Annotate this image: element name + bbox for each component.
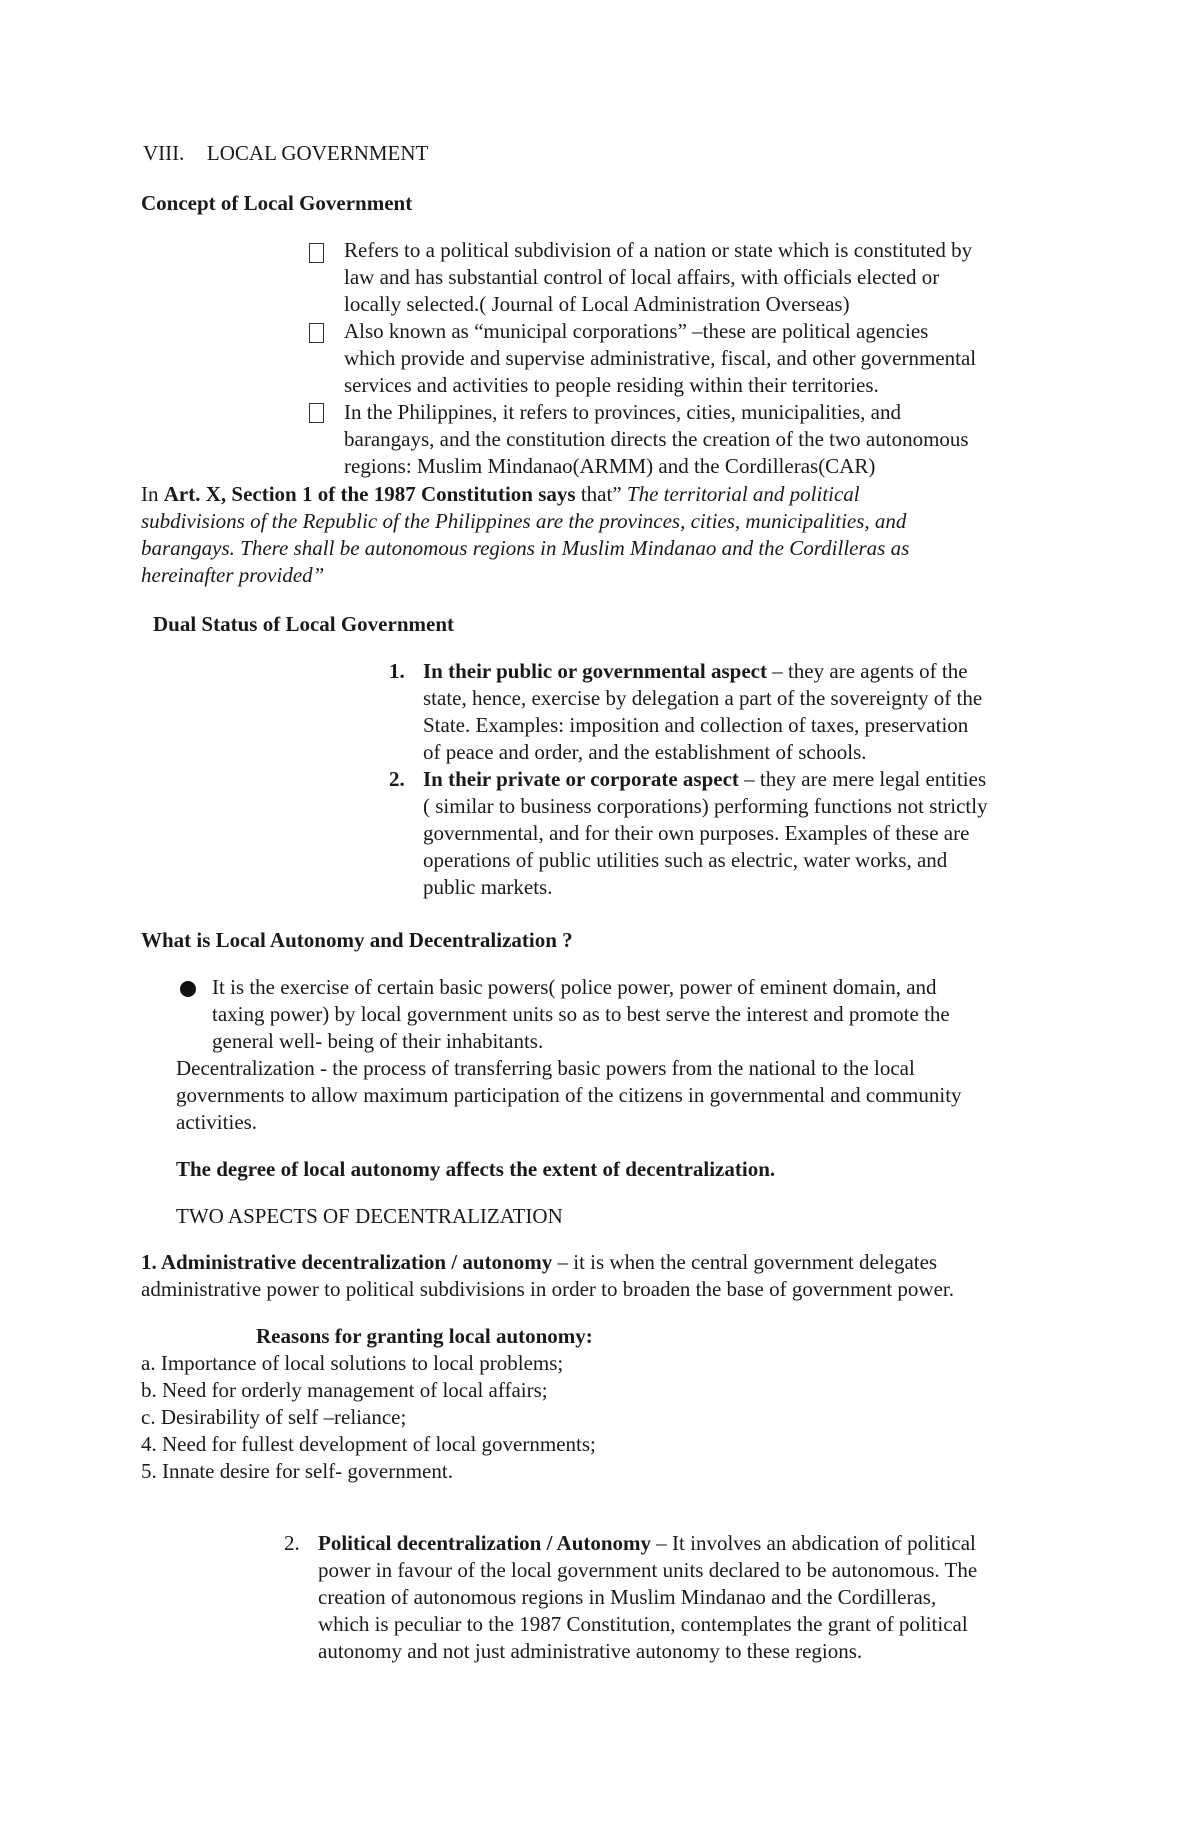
quote-text: The territorial and political [626, 482, 860, 506]
round-bullet-icon [180, 981, 196, 997]
concept-bullet-2-line-3: services and activities to people residing within their territories. [344, 373, 879, 397]
section-number: VIII. [143, 141, 185, 165]
dual-status-item-1-number: 1. [389, 659, 405, 683]
political-line-2: power in favour of the local government units declared to be autonomous. The [318, 1558, 978, 1582]
concept-bullet-3-line-1: In the Philippines, it refers to provinces, cities, municipalities, and [344, 400, 901, 424]
reason-item: 4. Need for fullest development of local governments; [141, 1432, 596, 1456]
concept-bullet-2-line-1: Also known as “municipal corporations” –these are political agencies [344, 319, 929, 343]
decentralization-definition-line-3: activities. [176, 1110, 258, 1134]
dual-status-item-2-line-2: ( similar to business corporations) performing functions not strictly [423, 794, 988, 818]
constitution-quote-line-3: barangays. There shall be autonomous regions in Muslim Mindanao and the Cordilleras as [141, 536, 910, 560]
dual-status-item-2-line-5: public markets. [423, 875, 553, 899]
reasons-heading: Reasons for granting local autonomy: [256, 1324, 593, 1348]
autonomy-bullet-line-1: It is the exercise of certain basic powers( police power, power of eminent domain, and [212, 975, 937, 999]
concept-bullet-3-line-2: barangays, and the constitution directs the creation of the two autonomous [344, 427, 969, 451]
concept-bullet-1-line-2: law and has substantial control of local affairs, with officials elected or [344, 265, 940, 289]
constitution-quote-line-2: subdivisions of the Republic of the Philippines are the provinces, cities, municipalities, and [141, 509, 907, 533]
concept-bullet-1-line-1: Refers to a political subdivision of a nation or state which is constituted by [344, 238, 973, 262]
administrative-title: 1. Administrative decentralization / autonomy [141, 1250, 553, 1274]
concept-bullet-2-line-2: which provide and supervise administrative, fiscal, and other governmental [344, 346, 977, 370]
dual-status-item-2-rest: – they are mere legal entities [738, 767, 987, 791]
autonomy-bullet-line-3: general well- being of their inhabitants. [212, 1029, 544, 1053]
political-line-3: creation of autonomous regions in Muslim Mindanao and the Cordilleras, [318, 1585, 937, 1609]
decentralization-definition-line-2: governments to allow maximum participation of the citizens in governmental and community [176, 1083, 962, 1107]
administrative-line-1 [141, 1249, 937, 1276]
quote-says: that” [575, 482, 627, 506]
quote-prefix: In [141, 482, 164, 506]
dual-status-item-1-line-2: state, hence, exercise by delegation a part of the sovereignty of the [423, 686, 983, 710]
dual-status-item-1-line-4: of peace and order, and the establishment of schools. [423, 740, 867, 764]
administrative-line-2: administrative power to political subdivisions in order to broaden the base of government power. [141, 1277, 954, 1301]
concept-bullet-1-line-3: locally selected.( Journal of Local Administration Overseas) [344, 292, 850, 316]
political-number: 2. [284, 1531, 300, 1555]
dual-status-item-2-title: In their private or corporate aspect [423, 767, 739, 791]
two-aspects-heading: TWO ASPECTS OF DECENTRALIZATION [176, 1204, 563, 1228]
section-title: LOCAL GOVERNMENT [206, 141, 429, 165]
constitution-quote-line-1 [141, 481, 860, 508]
political-line-5: autonomy and not just administrative autonomy to these regions. [318, 1639, 863, 1663]
concept-heading: Concept of Local Government [141, 191, 413, 215]
autonomy-heading: What is Local Autonomy and Decentralization ? [141, 928, 573, 952]
political-line-4: which is peculiar to the 1987 Constitution, contemplates the grant of political [318, 1612, 968, 1636]
dual-status-item-1-rest: – they are agents of the [766, 659, 968, 683]
reason-item: 5. Innate desire for self- government. [141, 1459, 453, 1483]
square-bullet-icon [309, 323, 324, 343]
dual-status-item-2-line-4: operations of public utilities such as electric, water works, and [423, 848, 948, 872]
dual-status-item-2-line-3: governmental, and for their own purposes. Examples of these are [423, 821, 970, 845]
political-rest: – It involves an abdication of political [651, 1531, 976, 1555]
dual-status-item-1-line-1 [423, 658, 968, 685]
dual-status-item-1-line-3: State. Examples: imposition and collection of taxes, preservation [423, 713, 969, 737]
dual-status-item-2-number: 2. [389, 767, 405, 791]
dual-status-heading: Dual Status of Local Government [153, 612, 454, 636]
autonomy-bullet-line-2: taxing power) by local government units so as to best serve the interest and promote the [212, 1002, 950, 1026]
quote-article-reference: Art. X, Section 1 of the 1987 Constitution says [163, 482, 576, 506]
constitution-quote-line-4: hereinafter provided” [141, 563, 325, 587]
concept-bullet-3-line-3: regions: Muslim Mindanao(ARMM) and the Cordilleras(CAR) [344, 454, 876, 478]
decentralization-definition-line-1: Decentralization - the process of transferring basic powers from the national to the local [176, 1056, 915, 1080]
administrative-rest: – it is when the central government delegates [552, 1250, 938, 1274]
dual-status-item-1-title: In their public or governmental aspect [423, 659, 767, 683]
dual-status-item-2-line-1 [423, 766, 986, 793]
square-bullet-icon [309, 403, 324, 423]
section-heading [143, 140, 428, 167]
political-line-1 [318, 1530, 976, 1557]
degree-statement: The degree of local autonomy affects the extent of decentralization. [176, 1157, 776, 1181]
political-title: Political decentralization / Autonomy [318, 1531, 652, 1555]
square-bullet-icon [309, 243, 324, 263]
reason-item: b. Need for orderly management of local affairs; [141, 1378, 548, 1402]
reason-item: c. Desirability of self –reliance; [141, 1405, 407, 1429]
reason-item: a. Importance of local solutions to local problems; [141, 1351, 564, 1375]
